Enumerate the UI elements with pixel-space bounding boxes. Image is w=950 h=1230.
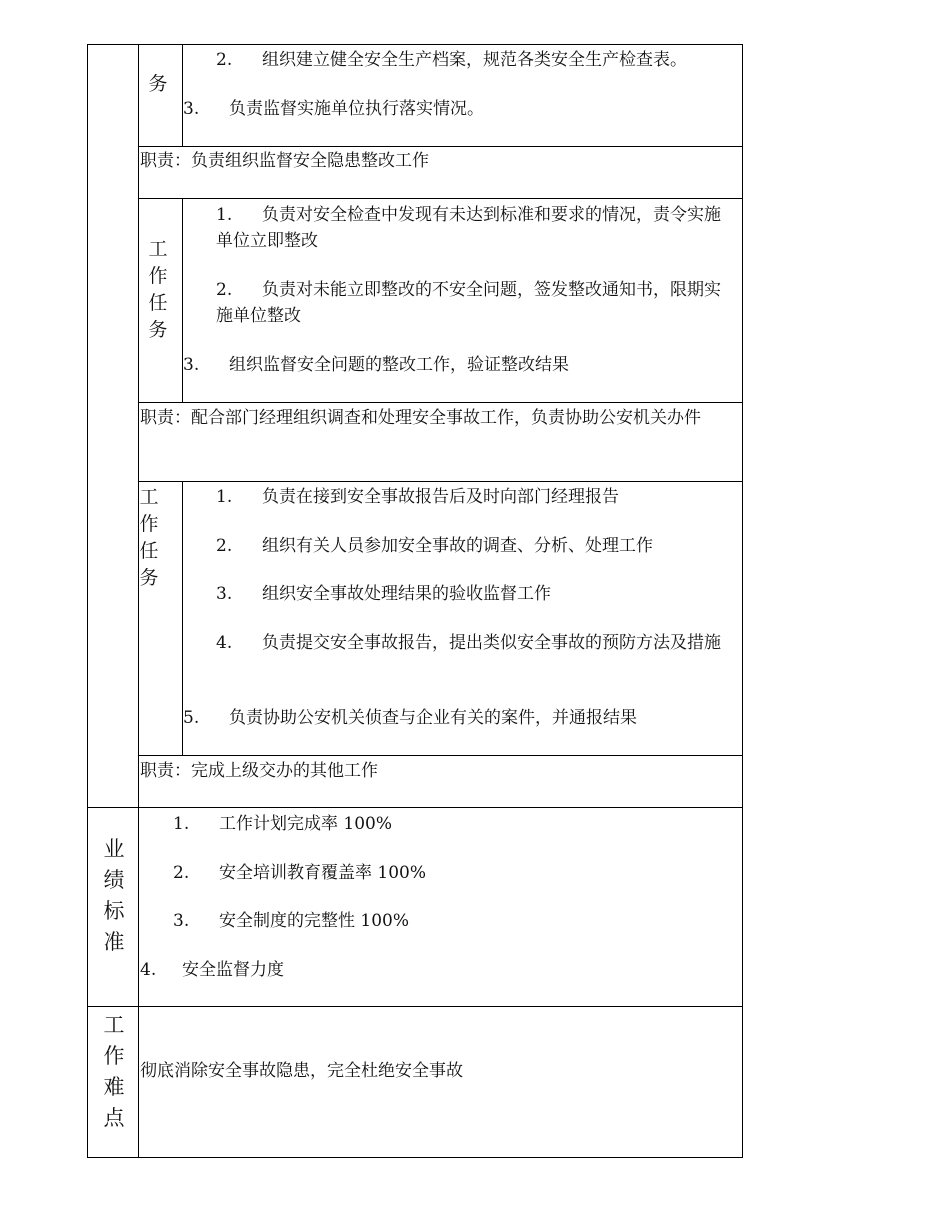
list-item-number: 3. [183,355,200,375]
row-line-5 [138,755,743,756]
row-line-2 [138,198,743,199]
list-item-number: 2. [216,536,233,556]
list-item-text: 组织安全事故处理结果的验收监督工作 [262,584,551,604]
list-item-number: 5. [183,708,200,728]
list-item [183,96,484,122]
list-item-number: 1. [216,487,233,507]
row-line-6 [87,807,743,808]
performance-item [173,811,392,837]
table-border-top [87,44,743,45]
list-item [183,705,637,731]
list-item-number: 3. [216,584,233,604]
row-line-7 [87,1006,743,1007]
list-item-number: 3. [183,99,200,119]
table-border-right [742,44,743,1158]
list-item-number: 4. [216,633,233,653]
list-item-text: 安全监督力度 [182,960,284,980]
column-separator-task-1 [182,44,183,146]
list-item-number: 2. [173,863,190,883]
list-item-text: 组织建立健全安全生产档案，规范各类安全生产检查表。 [262,50,687,70]
difficulty-text: 彻底消除安全事故隐患，完全杜绝安全事故 [140,1061,463,1081]
list-item-text: 负责对安全检查中发现有未达到标准和要求的情况，责令实施单位立即整改 [216,205,721,251]
list-item-text: 负责在接到安全事故报告后及时向部门经理报告 [262,487,619,507]
list-item [216,47,687,73]
list-item-text: 工作计划完成率 100% [219,814,393,834]
list-item-text: 负责协助公安机关侦查与企业有关的案件，并通报结果 [229,708,637,728]
list-item-text: 组织有关人员参加安全事故的调查、分析、处理工作 [262,536,653,556]
table-border-bottom [87,1157,743,1158]
list-item-number: 1. [173,814,190,834]
list-item [216,533,653,559]
list-item-number: 1. [216,205,233,225]
list-item-number: 4. [140,960,157,980]
list-item-number: 2. [216,50,233,70]
list-item-number: 2. [216,280,233,300]
task-label-continued: 务 [148,73,168,95]
list-item-number: 3. [173,911,190,931]
list-item-text: 负责对未能立即整改的不安全问题，签发整改通知书，限期实施单位整改 [216,280,721,326]
performance-label: 业绩标准 [103,837,125,954]
list-item-text: 安全培训教育覆盖率 100% [219,863,427,883]
duty-text: 职责：配合部门经理组织调查和处理安全事故工作，负责协助公安机关办件 [140,408,701,428]
row-line-4 [138,481,743,482]
performance-item [140,957,284,983]
row-line-3 [138,402,743,403]
list-item [216,484,619,510]
list-item [216,202,732,254]
duty-text: 职责：完成上级交办的其他工作 [140,761,378,781]
list-item [216,581,551,607]
list-item-text: 组织监督安全问题的整改工作，验证整改结果 [229,355,569,375]
performance-item [173,908,409,934]
task-label: 工作任务 [148,238,168,341]
difficulty-label: 工作难点 [103,1013,125,1130]
table-border-left [87,44,88,1158]
list-item-text: 安全制度的完整性 100% [219,911,410,931]
task-label: 工作任务 [139,486,159,589]
performance-item [173,860,426,886]
list-item-text: 负责提交安全事故报告，提出类似安全事故的预防方法及措施 [262,633,721,653]
list-item [216,277,732,329]
duty-text: 职责：负责组织监督安全隐患整改工作 [140,151,429,171]
row-line-1 [138,146,743,147]
list-item [183,352,569,378]
list-item-text: 负责监督实施单位执行落实情况。 [229,99,484,119]
list-item [216,630,732,656]
column-separator-1 [138,44,139,1158]
